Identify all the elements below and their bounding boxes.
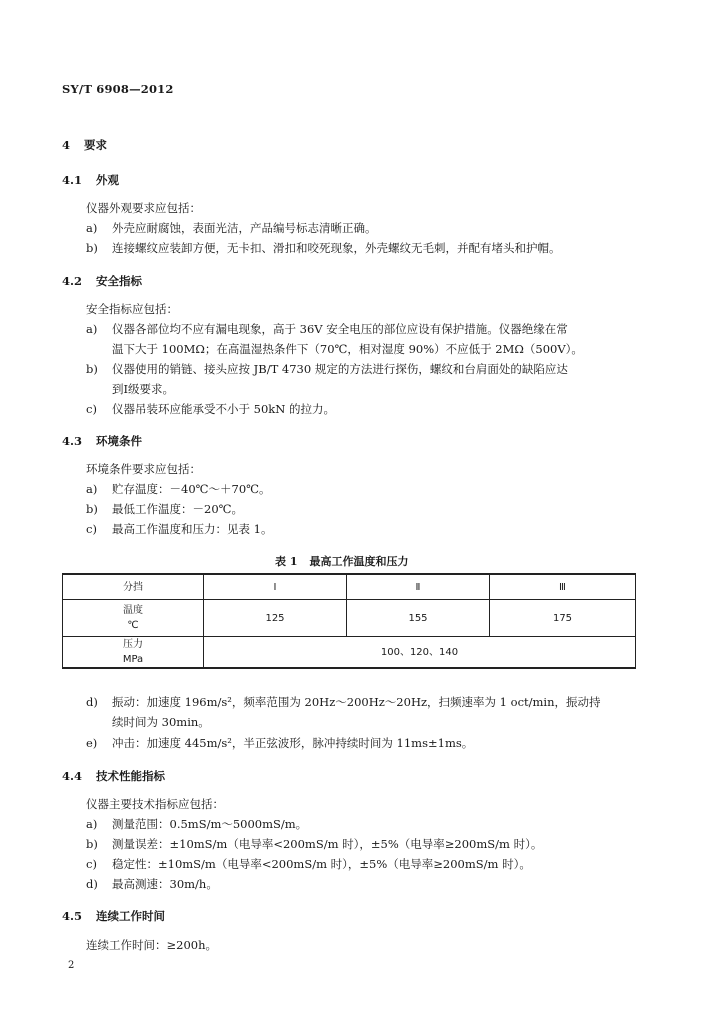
- item-label: c): [86, 857, 97, 871]
- subsection-title: 安全指标: [96, 274, 143, 288]
- list-item-continuation: 温下大于 100MΩ；在高温湿热条件下（70℃，相对湿度 90%）不应低于 2MΩ（500V）。: [112, 342, 583, 356]
- section-number: 4: [62, 138, 71, 152]
- list-item: [86, 521, 272, 537]
- grade-cell: Ⅰ: [204, 574, 347, 600]
- section-4-heading: [62, 137, 107, 153]
- item-label: e): [86, 736, 98, 750]
- subsection-4-2-heading: [62, 273, 142, 289]
- table-row: [63, 574, 636, 600]
- item-label: a): [86, 221, 98, 235]
- list-item: [86, 856, 531, 872]
- list-item: [86, 361, 568, 377]
- standard-code: SY/T 6908—2012: [62, 82, 174, 96]
- table-caption: [275, 553, 408, 569]
- list-item: [86, 876, 218, 892]
- item-label: b): [86, 837, 98, 851]
- item-label: a): [86, 817, 98, 831]
- item-label: c): [86, 402, 97, 416]
- list-item: [86, 240, 561, 256]
- item-text: 振动：加速度 196m/s²，频率范围为 20Hz～200Hz～20Hz，扫频速率为 1 oct/min，振动持: [112, 695, 601, 709]
- list-item-continuation: 续时间为 30min。: [112, 715, 210, 729]
- page-number: 2: [68, 960, 75, 971]
- table-header-cell: 分挡: [63, 574, 204, 600]
- item-text: 最低工作温度：－20℃。: [112, 502, 243, 516]
- row-unit: MPa: [122, 654, 144, 665]
- table-row: [63, 637, 636, 669]
- subsection-number: 4.3: [62, 434, 83, 448]
- item-label: a): [86, 482, 98, 496]
- item-label: d): [86, 695, 98, 709]
- table-cell: 125: [204, 600, 347, 637]
- list-item: [86, 220, 377, 236]
- item-text: 仪器各部位均不应有漏电现象，高于 36V 安全电压的部位应设有保护措施。仪器绝缘在常: [112, 322, 568, 336]
- paragraph-intro: 环境条件要求应包括：: [86, 462, 201, 476]
- item-text: 贮存温度：－40℃～＋70℃。: [112, 482, 271, 496]
- item-text: 测量范围：0.5mS/m～5000mS/m。: [112, 817, 308, 831]
- paragraph-intro: 仪器主要技术指标应包括：: [86, 797, 224, 811]
- item-label: b): [86, 241, 98, 255]
- subsection-4-3-heading: [62, 433, 142, 449]
- item-label: c): [86, 522, 97, 536]
- list-item: [86, 735, 473, 751]
- list-item: [86, 401, 335, 417]
- subsection-title: 环境条件: [96, 434, 143, 448]
- row-label-cell: [63, 600, 204, 637]
- item-text: 冲击：加速度 445m/s²，半正弦波形，脉冲持续时间为 11ms±1ms。: [112, 736, 474, 750]
- list-item: [86, 321, 568, 337]
- row-label-cell: [63, 637, 204, 669]
- subsection-number: 4.1: [62, 173, 83, 187]
- subsection-title: 技术性能指标: [96, 769, 166, 783]
- item-label: a): [86, 322, 98, 336]
- item-text: 外壳应耐腐蚀，表面光洁，产品编号标志清晰正确。: [112, 221, 377, 235]
- item-label: b): [86, 362, 98, 376]
- subsection-number: 4.2: [62, 274, 83, 288]
- list-item: [86, 816, 307, 832]
- row-label: 压力: [123, 639, 143, 650]
- grade-cell: Ⅱ: [347, 574, 490, 600]
- item-text: 仪器使用的销链、接头应按 JB/T 4730 规定的方法进行探伤，螺纹和台肩面处的缺陷应达: [112, 362, 568, 376]
- table-cell: 155: [347, 600, 490, 637]
- list-item: [86, 501, 243, 517]
- section-title: 要求: [84, 138, 108, 152]
- table-title: 最高工作温度和压力: [309, 555, 409, 568]
- table-number: 表 1: [275, 555, 298, 568]
- item-label: d): [86, 877, 98, 891]
- item-text: 测量误差：±10mS/m（电导率<200mS/m 时），±5%（电导率≥200mS/m 时）。: [112, 837, 543, 851]
- item-text: 稳定性：±10mS/m（电导率<200mS/m 时），±5%（电导率≥200mS/m 时）。: [112, 857, 531, 871]
- table-row: [63, 600, 636, 637]
- subsection-title: 连续工作时间: [96, 909, 166, 923]
- row-unit: ℃: [127, 620, 139, 631]
- subsection-number: 4.5: [62, 909, 83, 923]
- grade-cell: Ⅲ: [490, 574, 636, 600]
- item-text: 仪器吊装环应能承受不小于 50kN 的拉力。: [112, 402, 335, 416]
- subsection-4-1-heading: [62, 172, 119, 188]
- subsection-title: 外观: [96, 173, 120, 187]
- subsection-4-4-heading: [62, 768, 165, 784]
- table-cell: 175: [490, 600, 636, 637]
- paragraph-intro: 安全指标应包括：: [86, 302, 178, 316]
- list-item: [86, 481, 271, 497]
- temperature-pressure-table: [62, 573, 636, 669]
- list-item: [86, 694, 601, 710]
- row-label: 温度: [123, 605, 143, 616]
- paragraph-text: 连续工作时间：≥200h。: [86, 938, 217, 952]
- list-item-continuation: 到Ⅰ级要求。: [112, 382, 175, 396]
- subsection-number: 4.4: [62, 769, 83, 783]
- item-label: b): [86, 502, 98, 516]
- item-text: 最高工作温度和压力：见表 1。: [112, 522, 273, 536]
- list-item: [86, 836, 542, 852]
- table-cell: 100、120、140: [204, 637, 636, 669]
- paragraph-intro: 仪器外观要求应包括：: [86, 201, 201, 215]
- subsection-4-5-heading: [62, 908, 165, 924]
- item-text: 最高测速：30m/h。: [112, 877, 218, 891]
- item-text: 连接螺纹应装卸方便，无卡扣、滑扣和咬死现象，外壳螺纹无毛刺，并配有堵头和护帽。: [112, 241, 561, 255]
